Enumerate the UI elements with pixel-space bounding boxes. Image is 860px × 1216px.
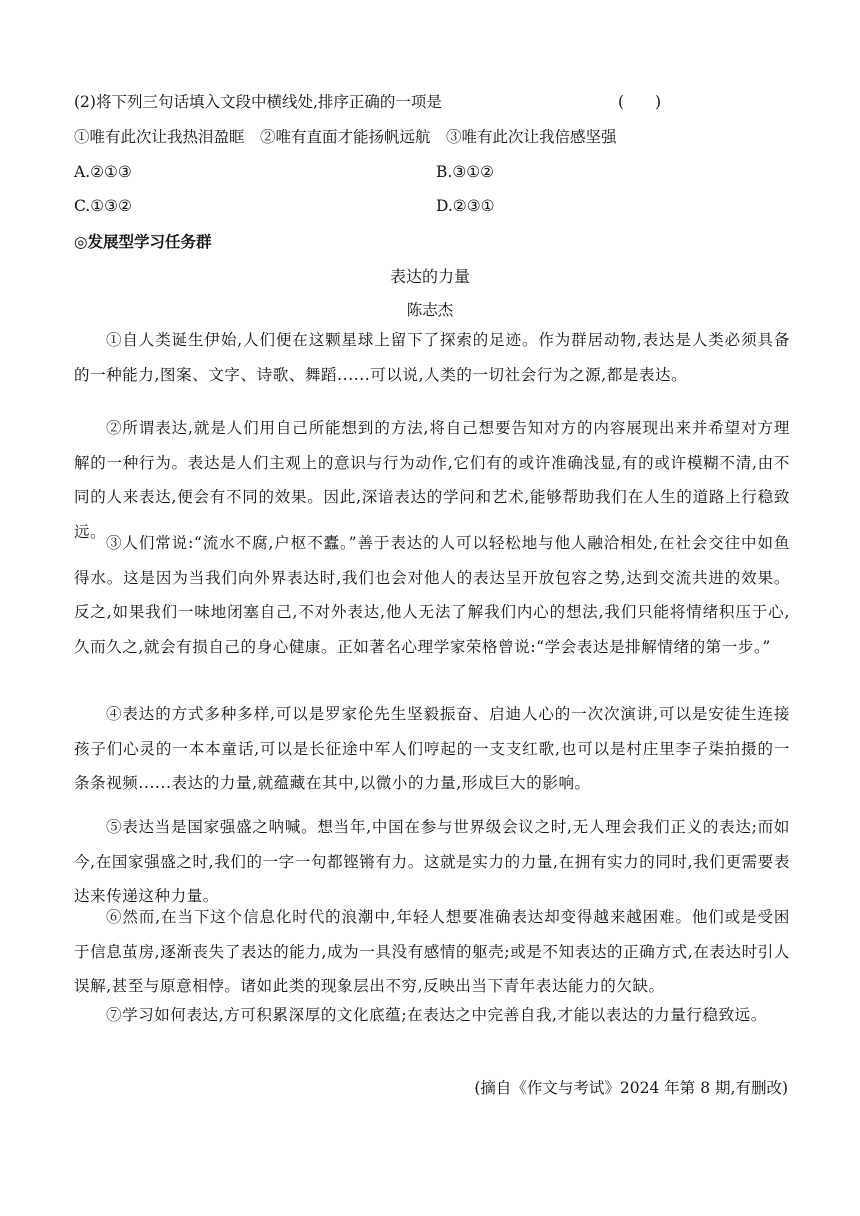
option-a: A.②①③: [74, 163, 132, 181]
paragraph-3: ③人们常说:“流水不腐,户枢不蠹。”善于表达的人可以轻松地与他人融洽相处,在社会交往中如鱼得水。这是因为当我们向外界表达时,我们也会对他人的表达呈开放包容之势,达到交流共进的效果。反之,如果我们一味地闭塞自己,不对外表达,他人无法了解我们内心的想法,我们只能将情绪积压于心,久而久之,就会有损自己的身心健康。正如著名心理学家荣格曾说:“学会表达是排解情绪的第一步。”: [74, 534, 790, 656]
section-heading: ◎发展型学习任务群: [74, 233, 212, 251]
option-b: B.③①②: [436, 163, 495, 181]
answer-bracket: ( ): [618, 93, 662, 111]
candidate-sentences: ①唯有此次让我热泪盈眶 ②唯有直面才能扬帆远航 ③唯有此次让我倍感坚强: [74, 128, 617, 146]
paragraph-7: ⑦学习如何表达,方可积累深厚的文化底蕴;在表达之中完善自我,才能以表达的力量行稳致远。: [106, 1006, 767, 1024]
article-author: 陈志杰: [406, 301, 454, 319]
paragraph-6: ⑥然而,在当下这个信息化时代的浪潮中,年轻人想要准确表达却变得越来越困难。他们或是受困于信息茧房,逐渐丧失了表达的能力,成为一具没有感情的躯壳;或是不知表达的正确方式,在表达时引人误解,甚至与原意相悖。诸如此类的现象层出不穷,反映出当下青年表达能力的欠缺。: [74, 908, 790, 995]
question-stem: (2)将下列三句话填入文段中横线处,排序正确的一项是: [74, 93, 442, 111]
article-source: (摘自《作文与考试》2024 年第 8 期,有删改): [474, 1079, 788, 1097]
option-c: C.①③②: [74, 197, 132, 215]
paragraph-2: ②所谓表达,就是人们用自己所能想到的方法,将自己想要告知对方的内容展现出来并希望对方理解的一种行为。表达是人们主观上的意识与行为动作,它们有的或许准确浅显,有的或许模糊不清,由不同的人来表达,便会有不同的效果。因此,深谙表达的学问和艺术,能够帮助我们在人生的道路上行稳致远。: [74, 419, 790, 541]
paragraph-4: ④表达的方式多种多样,可以是罗家伦先生坚毅振奋、启迪人心的一次次演讲,可以是安徒生连接孩子们心灵的一本本童话,可以是长征途中军人们哼起的一支支红歌,也可以是村庄里李子柒拍摄的一条条视频......表达的力量,就蕴藏在其中,以微小的力量,形成巨大的影响。: [74, 705, 790, 792]
paragraph-1: ①自人类诞生伊始,人们便在这颗星球上留下了探索的足迹。作为群居动物,表达是人类必须具备的一种能力,图案、文字、诗歌、舞蹈......可以说,人类的一切社会行为之源,都是表达。: [74, 331, 790, 384]
paragraph-5: ⑤表达当是国家强盛之呐喊。想当年,中国在参与世界级会议之时,无人理会我们正义的表达;而如今,在国家强盛之时,我们的一字一句都铿锵有力。这就是实力的力量,在拥有实力的同时,我们更需要表达来传递这种力量。: [74, 818, 790, 905]
article-title: 表达的力量: [389, 267, 470, 286]
option-d: D.②③①: [436, 197, 495, 215]
